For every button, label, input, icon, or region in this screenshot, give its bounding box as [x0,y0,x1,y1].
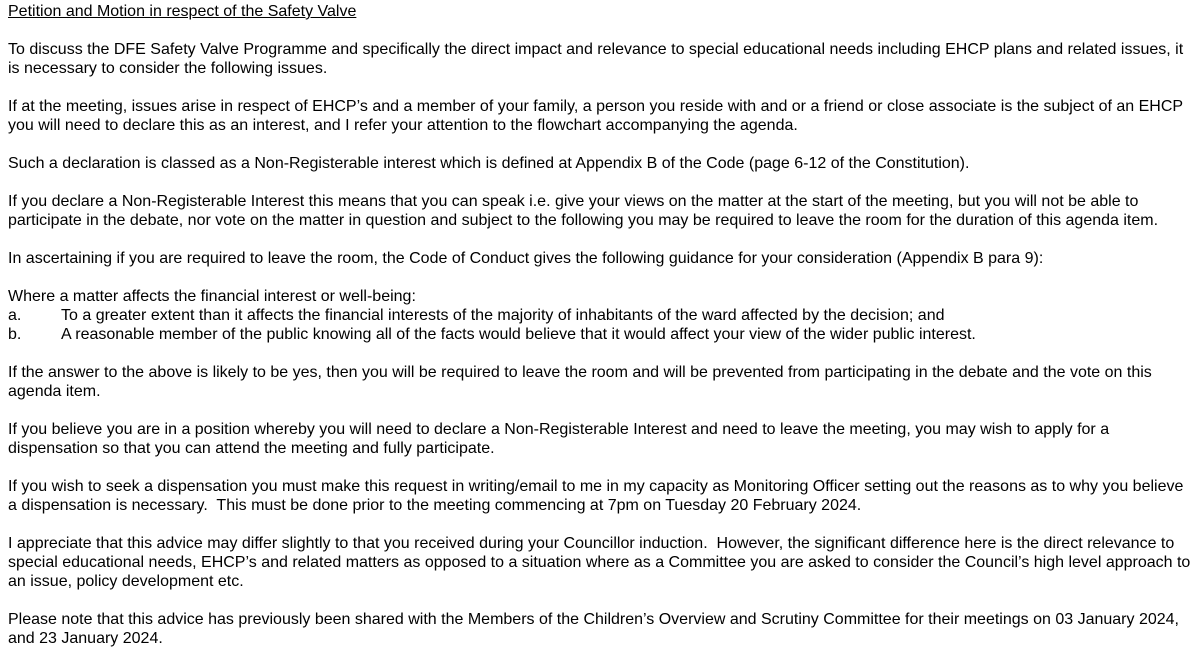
paragraph-purpose: To discuss the DFE Safety Valve Programme and specifically the direct impact and relevance to special educational needs including EHCP plans and related issues, it is necessary to consider the following issues. [8,41,1188,77]
criteria-marker: a. [8,307,22,324]
paragraph-induction-difference: I appreciate that this advice may differ slightly to that you received during your Councillor induction. However, the significant difference here is the direct relevance to special educational needs, EHCP’s and related matters as opposed to a situation where as a Committee you are asked to consider the Council’s high level approach to an issue, policy development etc. [8,535,1195,590]
criteria-marker: b. [8,326,22,343]
paragraph-previously-shared: Please note that this advice has previously been shared with the Members of the Children’s Overview and Scrutiny Committee for their meetings on 03 January 2024, and 23 January 2024. [8,611,1184,647]
document-title: Petition and Motion in respect of the Safety Valve [8,3,357,20]
paragraph-declare-interest: If at the meeting, issues arise in respect of EHCP’s and a member of your family, a person you reside with and or a friend or close associate is the subject of an EHCP you will need to declare this as an interest, and I refer your attention to the flowchart accompanying the agenda. [8,98,1188,134]
criteria-item-a [8,306,1192,325]
paragraph-non-registerable: Such a declaration is classed as a Non-Registerable interest which is defined at Appendix B of the Code (page 6-12 of the Constitution). [8,155,970,172]
paragraph-leave-room: If the answer to the above is likely to be yes, then you will be required to leave the room and will be prevented from participating in the debate and the vote on this agenda item. [8,364,1157,400]
paragraph-dispensation: If you believe you are in a position whereby you will need to declare a Non-Registerable Interest and need to leave the meeting, you may wish to apply for a dispensation so that you can attend the meeting and fully participate. [8,421,1114,457]
criteria-list [8,306,1192,344]
paragraph-guidance: In ascertaining if you are required to leave the room, the Code of Conduct gives the following guidance for your consideration (Appendix B para 9): [8,250,1044,267]
criteria-intro: Where a matter affects the financial interest or well-being: [8,288,416,305]
paragraph-speak-not-vote: If you declare a Non-Registerable Interest this means that you can speak i.e. give your views on the matter at the start of the meeting, but you will not be able to participate in the debate, nor vote on the matter in question and subject to the following you may be required to leave the room for the duration of this agenda item. [8,193,1159,229]
criteria-text: To a greater extent than it affects the financial interests of the majority of inhabitants of the ward affected by the decision; and [61,307,945,324]
paragraph-dispensation-request: If you wish to seek a dispensation you must make this request in writing/email to me in my capacity as Monitoring Officer setting out the reasons as to why you believe a dispensation is necessary. This must be done prior to the meeting commencing at 7pm on Tuesday 20 February 2024. [8,478,1188,514]
criteria-text: A reasonable member of the public knowing all of the facts would believe that it would affect your view of the wider public interest. [61,326,976,343]
criteria-item-b [8,325,1192,344]
